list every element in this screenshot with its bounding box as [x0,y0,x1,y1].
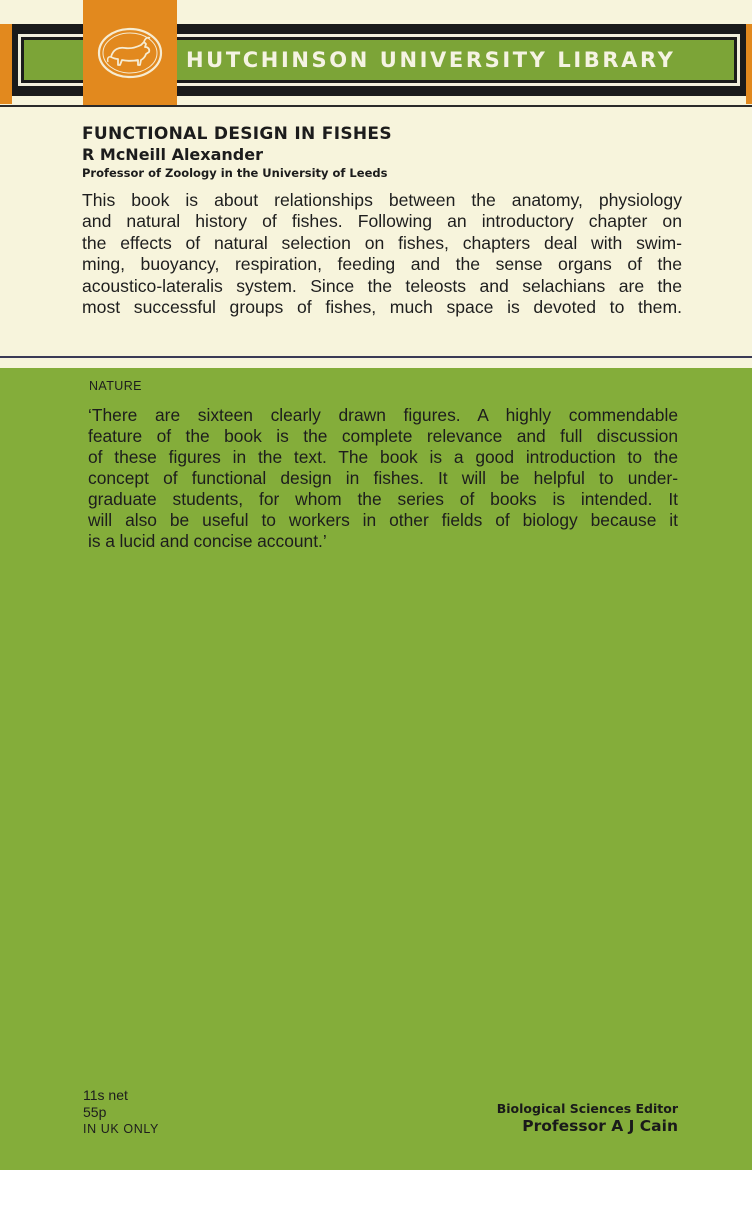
left-orange-stripe [0,24,12,104]
blurb-line: acoustico-lateralis system. Since the teleosts and selachians are the [82,275,682,296]
quote-line: concept of functional design in fishes. It will be helpful to under- [88,468,678,488]
blurb-line: the effects of natural selection on fishes, chapters deal with swim- [82,232,682,253]
quote-line: will also be useful to workers in other fields of biology because it [88,510,678,530]
blurb-line: most successful groups of fishes, much space is devoted to them. [82,297,682,318]
quote-line: graduate students, for whom the series of books is intended. It [88,489,678,509]
publisher-logo [83,0,177,106]
series-header [0,0,752,110]
series-editor [440,1101,678,1136]
price-shillings: 11s net [83,1087,128,1103]
editor-role: Biological Sciences Editor [496,1101,678,1116]
book-info [82,124,682,318]
quote-line: of these figures in the text. The book is a good introduction to the [88,447,678,467]
blurb-line: and natural history of fishes. Following an introductory chapter on [82,211,682,232]
series-title: HUTCHINSON UNIVERSITY LIBRARY [186,48,676,72]
section-separator [0,356,752,358]
price-block [83,1087,159,1137]
review-source: NATURE [89,379,142,393]
blurb-line: This book is about relationships between the anatomy, physiology [82,190,682,210]
author-affiliation: Professor of Zoology in the University of Leeds [82,166,388,180]
blurb-line: ming, buoyancy, respiration, feeding and the sense organs of the [82,254,682,275]
header-rule [0,105,752,107]
editor-name: Professor A J Cain [522,1117,678,1135]
review-quote [88,405,678,552]
price-pence: 55p [83,1104,107,1120]
quote-line: ‘There are sixteen clearly drawn figures. A highly commendable [88,405,678,425]
book-author: R McNeill Alexander [82,145,263,164]
quote-line: is a lucid and concise account.’ [88,531,327,551]
book-title: FUNCTIONAL DESIGN IN FISHES [82,124,392,144]
bull-icon [95,25,165,81]
quote-line: feature of the book is the complete relevance and full discussion [88,426,678,446]
right-orange-stripe [746,24,752,104]
book-blurb [82,190,682,318]
price-region: IN UK ONLY [83,1122,159,1136]
